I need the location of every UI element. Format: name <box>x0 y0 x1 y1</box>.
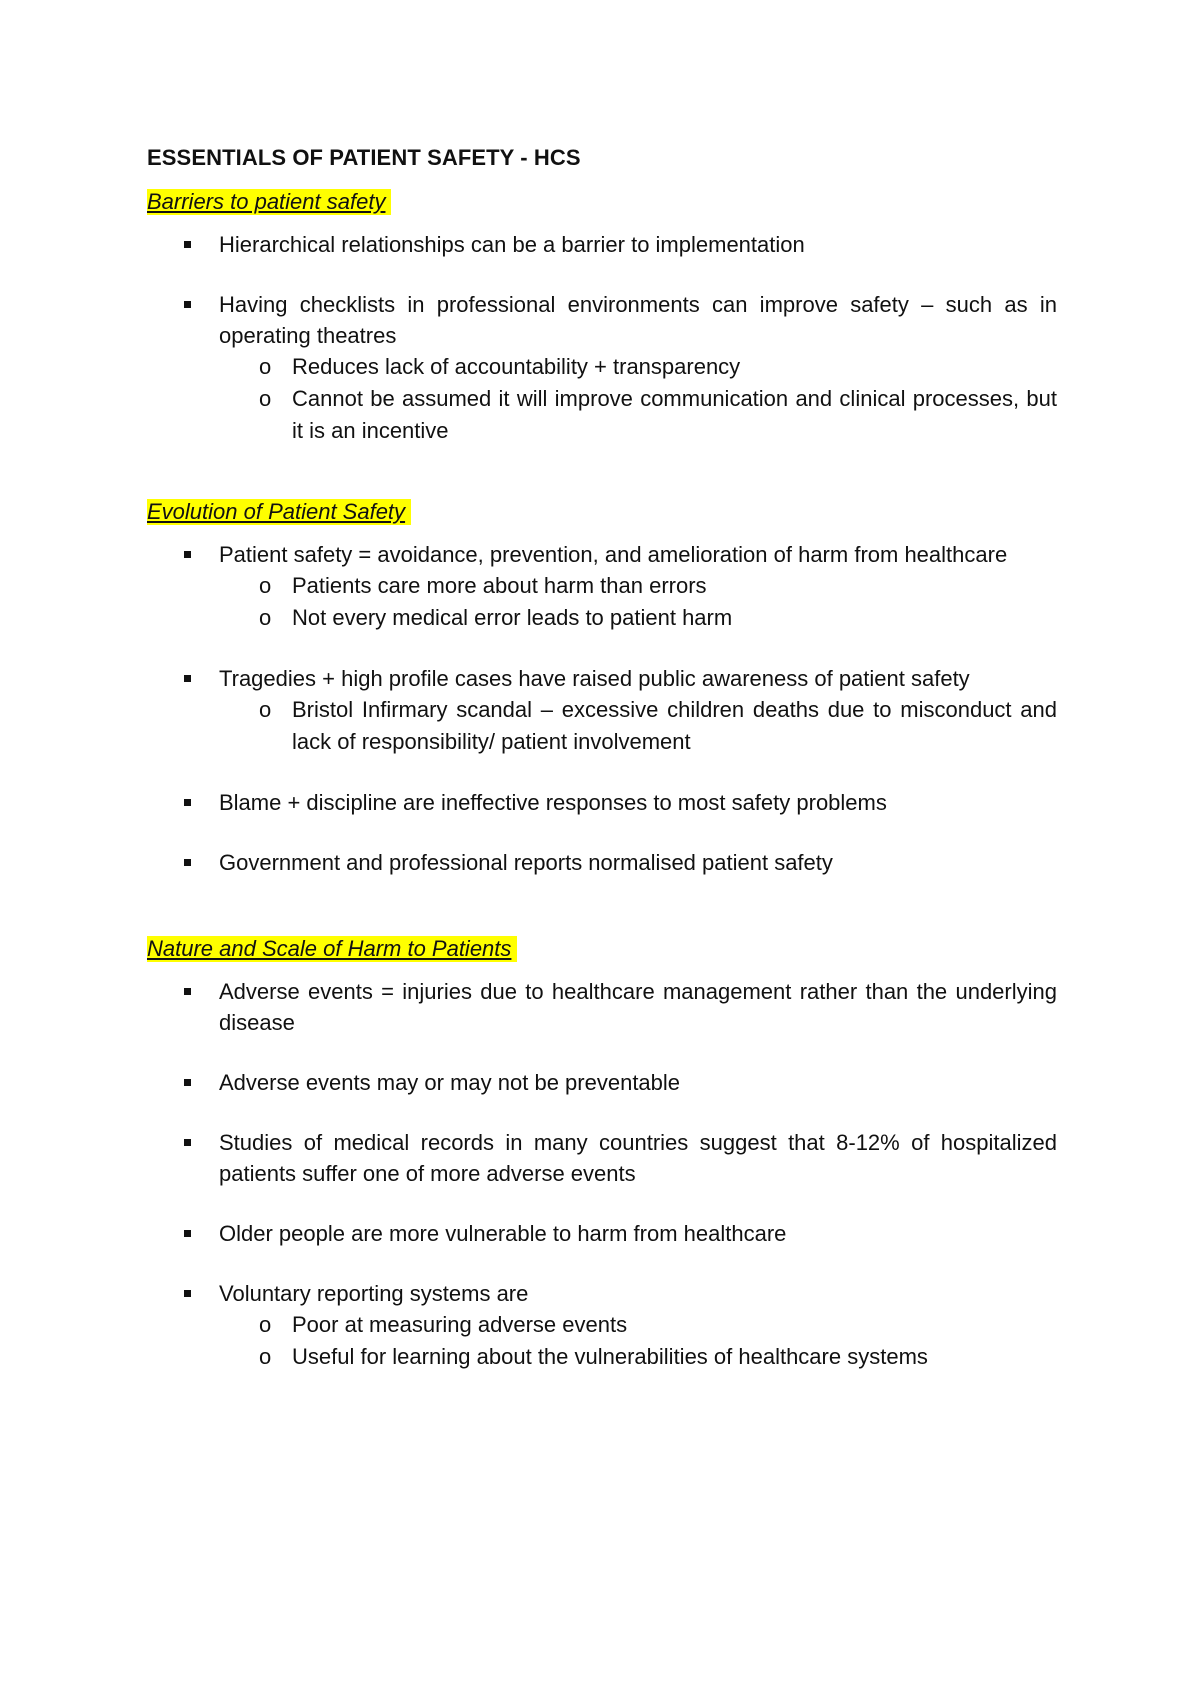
section-nature-scale <box>147 936 1057 1373</box>
square-bullet-icon <box>184 241 191 248</box>
list-item <box>147 289 1057 447</box>
list-item-text: Hierarchical relationships can be a barrier to implementation <box>219 232 805 257</box>
circle-bullet-icon: o <box>259 1344 272 1369</box>
circle-bullet-icon: o <box>259 605 272 630</box>
list-item-text: Blame + discipline are ineffective responses to most safety problems <box>219 790 887 815</box>
circle-bullet-icon: o <box>259 573 272 598</box>
square-bullet-icon <box>184 675 191 682</box>
list-item-text: Tragedies + high profile cases have raised public awareness of patient safety <box>219 666 970 691</box>
list-item-text: Adverse events may or may not be preventable <box>219 1070 681 1095</box>
sub-list-item <box>219 383 1057 447</box>
list-item <box>147 663 1057 758</box>
section-heading: Barriers to patient safety <box>147 189 391 215</box>
sub-list-item <box>219 1309 1057 1341</box>
square-bullet-icon <box>184 1290 191 1297</box>
square-bullet-icon <box>184 1139 191 1146</box>
section-barriers <box>147 189 1057 447</box>
list-item <box>147 229 1057 260</box>
circle-bullet-icon: o <box>259 1312 272 1337</box>
document-page <box>147 145 1057 1373</box>
sub-list-item <box>219 1341 1057 1373</box>
list-item-text: Adverse events = injuries due to healthcare management rather than the underlying disease <box>219 979 1057 1035</box>
bullet-list <box>147 539 1057 878</box>
list-item <box>147 1218 1057 1249</box>
list-item <box>147 847 1057 878</box>
list-item-text: Patient safety = avoidance, prevention, and amelioration of harm from healthcare <box>219 542 1008 567</box>
list-item <box>147 787 1057 818</box>
list-item <box>147 1127 1057 1189</box>
square-bullet-icon <box>184 1230 191 1237</box>
sub-item-text: Reduces lack of accountability + transparency <box>292 354 741 379</box>
square-bullet-icon <box>184 799 191 806</box>
list-item-text: Having checklists in professional environments can improve safety – such as in operating theatres <box>219 292 1057 348</box>
sub-item-text: Useful for learning about the vulnerabilities of healthcare systems <box>292 1344 928 1369</box>
square-bullet-icon <box>184 988 191 995</box>
list-item <box>147 1067 1057 1098</box>
list-item-text: Voluntary reporting systems are <box>219 1281 529 1306</box>
square-bullet-icon <box>184 859 191 866</box>
sub-item-text: Bristol Infirmary scandal – excessive children deaths due to misconduct and lack of responsibility/ patient involvement <box>292 697 1057 754</box>
list-item <box>147 539 1057 634</box>
circle-bullet-icon: o <box>259 697 272 722</box>
list-item-text: Older people are more vulnerable to harm from healthcare <box>219 1221 787 1246</box>
list-item <box>147 1278 1057 1373</box>
square-bullet-icon <box>184 301 191 308</box>
page-title: ESSENTIALS OF PATIENT SAFETY - HCS <box>147 145 581 170</box>
bullet-list <box>147 229 1057 447</box>
circle-bullet-icon: o <box>259 354 272 379</box>
sub-item-text: Not every medical error leads to patient harm <box>292 605 733 630</box>
sub-item-text: Poor at measuring adverse events <box>292 1312 628 1337</box>
list-item-text: Government and professional reports normalised patient safety <box>219 850 833 875</box>
list-item <box>147 976 1057 1038</box>
sub-list-item <box>219 602 1057 634</box>
section-evolution <box>147 499 1057 878</box>
circle-bullet-icon: o <box>259 386 272 411</box>
sub-list <box>219 570 1057 634</box>
list-item-text: Studies of medical records in many countries suggest that 8-12% of hospitalized patients suffer one of more adverse events <box>219 1130 1057 1186</box>
sub-list-item <box>219 351 1057 383</box>
section-heading: Nature and Scale of Harm to Patients <box>147 936 517 962</box>
section-heading: Evolution of Patient Safety <box>147 499 411 525</box>
sub-list-item <box>219 694 1057 758</box>
sub-list <box>219 694 1057 758</box>
sub-list-item <box>219 570 1057 602</box>
sub-item-text: Cannot be assumed it will improve communication and clinical processes, but it is an incentive <box>292 386 1057 443</box>
bullet-list <box>147 976 1057 1373</box>
square-bullet-icon <box>184 1079 191 1086</box>
sub-list <box>219 351 1057 447</box>
sub-item-text: Patients care more about harm than errors <box>292 573 707 598</box>
sub-list <box>219 1309 1057 1373</box>
square-bullet-icon <box>184 551 191 558</box>
